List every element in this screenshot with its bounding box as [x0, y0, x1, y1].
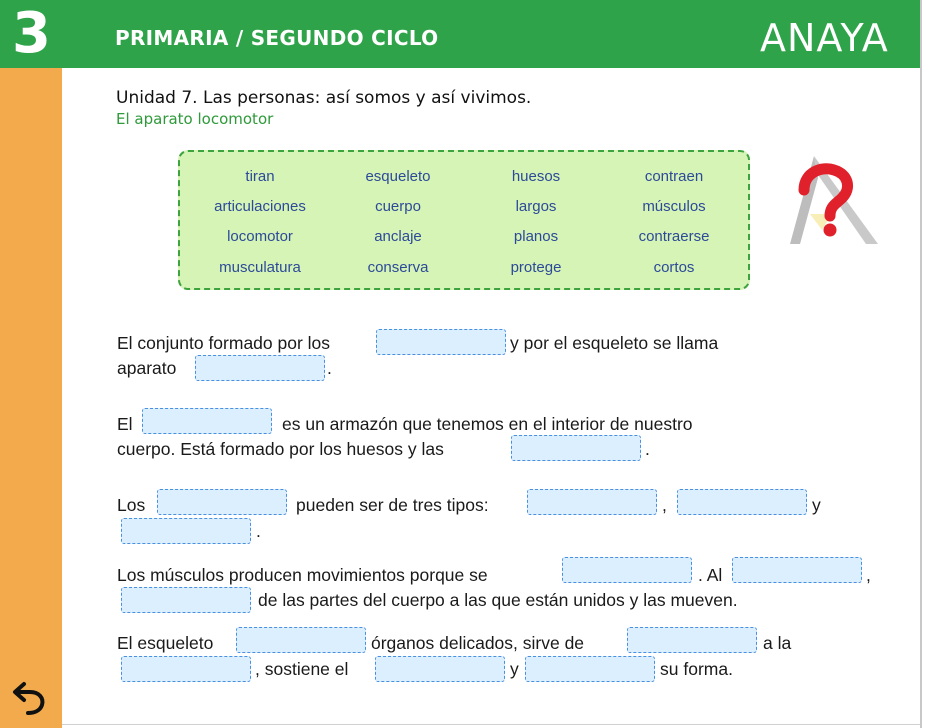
- sentence-3-part-d: y: [812, 495, 821, 515]
- answer-slot-4[interactable]: [511, 435, 641, 461]
- answer-slot-2[interactable]: [195, 355, 325, 381]
- sentence-1-part-b: y por el esqueleto se llama: [510, 333, 719, 353]
- cycle-title: PRIMARIA / SEGUNDO CICLO: [115, 26, 439, 50]
- sentence-1-part-c: aparato: [117, 358, 177, 378]
- help-button[interactable]: [784, 152, 880, 248]
- word-bank: [178, 150, 750, 290]
- word-tile[interactable]: cortos: [653, 259, 695, 276]
- topic-title: El aparato locomotor: [116, 110, 274, 128]
- word-tile[interactable]: conserva: [367, 259, 429, 276]
- word-tile[interactable]: esqueleto: [365, 168, 431, 185]
- sentence-5-part-c: a la: [763, 633, 792, 653]
- sentence-3-part-c: ,: [662, 495, 667, 515]
- word-tile[interactable]: huesos: [511, 168, 561, 185]
- back-arrow-icon: [12, 680, 48, 716]
- sidebar: [0, 68, 62, 728]
- sentence-3-part-b: pueden ser de tres tipos:: [296, 495, 489, 515]
- help-question-icon: [784, 152, 880, 248]
- sentence-4-part-a: Los músculos producen movimientos porque se: [117, 565, 488, 585]
- right-border: [920, 0, 922, 728]
- sentence-2-part-d: .: [645, 439, 650, 459]
- sentence-4-part-d: de las partes del cuerpo a las que están unidos y las mueven.: [258, 590, 738, 610]
- sentence-5-part-f: su forma.: [660, 659, 733, 679]
- answer-slot-13[interactable]: [627, 627, 757, 653]
- word-tile[interactable]: articulaciones: [214, 198, 306, 215]
- bottom-border: [62, 724, 920, 725]
- answer-slot-7[interactable]: [677, 489, 807, 515]
- word-tile[interactable]: anclaje: [374, 228, 422, 245]
- word-tile[interactable]: tiran: [245, 168, 275, 185]
- grade-number: 3: [12, 1, 51, 66]
- answer-slot-8[interactable]: [121, 518, 251, 544]
- answer-slot-16[interactable]: [525, 656, 655, 682]
- answer-slot-3[interactable]: [142, 408, 272, 434]
- brand-logo: ANAYA: [760, 16, 889, 60]
- sentence-1-part-d: .: [327, 358, 332, 378]
- unit-title: Unidad 7. Las personas: así somos y así vivimos.: [116, 88, 532, 108]
- word-tile[interactable]: protege: [510, 259, 562, 276]
- sentence-5-part-d: , sostiene el: [255, 659, 349, 679]
- answer-slot-5[interactable]: [157, 489, 287, 515]
- word-tile[interactable]: contraerse: [638, 228, 710, 245]
- word-tile[interactable]: locomotor: [227, 228, 293, 245]
- sentence-4-part-c: ,: [866, 565, 871, 585]
- answer-slot-14[interactable]: [121, 656, 251, 682]
- sentence-3-part-a: Los: [117, 495, 146, 515]
- sentence-2-part-c: cuerpo. Está formado por los huesos y las: [117, 439, 444, 459]
- sentence-1-part-a: El conjunto formado por los: [117, 333, 331, 353]
- sentence-2-part-a: El: [117, 414, 133, 434]
- answer-slot-1[interactable]: [376, 329, 506, 355]
- answer-slot-11[interactable]: [121, 587, 251, 613]
- sentence-2-part-b: es un armazón que tenemos en el interior de nuestro: [282, 414, 693, 434]
- word-tile[interactable]: musculatura: [219, 259, 301, 276]
- word-tile[interactable]: contraen: [644, 168, 704, 185]
- word-tile[interactable]: largos: [515, 198, 557, 215]
- sentence-5-part-e: y: [510, 659, 519, 679]
- sentence-5-part-a: El esqueleto: [117, 633, 214, 653]
- back-button[interactable]: [12, 680, 48, 716]
- sentence-4-part-b: . Al: [698, 565, 723, 585]
- answer-slot-10[interactable]: [732, 557, 862, 583]
- word-tile[interactable]: cuerpo: [375, 198, 421, 215]
- word-tile[interactable]: músculos: [642, 198, 706, 215]
- answer-slot-6[interactable]: [527, 489, 657, 515]
- sentence-5-part-b: órganos delicados, sirve de: [371, 633, 585, 653]
- word-tile[interactable]: planos: [513, 228, 559, 245]
- answer-slot-12[interactable]: [236, 627, 366, 653]
- answer-slot-9[interactable]: [562, 557, 692, 583]
- answer-slot-15[interactable]: [375, 656, 505, 682]
- sentence-3-part-e: .: [256, 521, 261, 541]
